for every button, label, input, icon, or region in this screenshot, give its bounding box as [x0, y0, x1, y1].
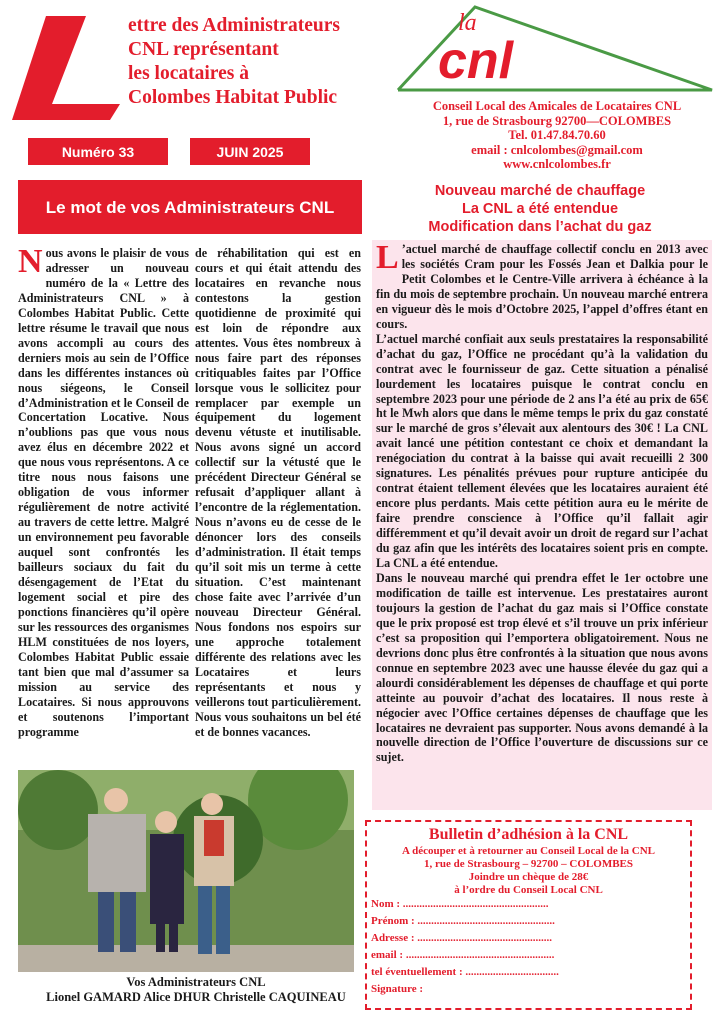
form-field-email[interactable]: email : ...................................................... [371, 949, 555, 961]
email-link[interactable]: email : cnlcolombes@gmail.com [471, 142, 643, 157]
article-paragraph-3: Dans le nouveau marché qui prendra effet le 1er octobre une modification de taille est intervenue. Les prestataires auront toujours la gestion de l’achat du gaz mais si l’Office constate que le prix proposé est trop élevé et s’il trouve un prix inférieur c’est sa proposition qui l’emportera obligatoirement. Nous ne devrions donc plus être confrontés à la situation que nous avons connue en septembre 2023 avec une hausse élevée du gaz qui a alourdi considérablement les dépenses de chauffage et qui porte atteinte au pouvoir d’achat des locataires. Il nous reste à négocier avec l’Office certaines dépenses de chauffage que les locataires ne devraient pas supporter. Nous avons demandé à la nouvelle direction de l’Office l’ouverture de discussions sur ce sujet. [376, 570, 708, 765]
administrators-photo [18, 770, 354, 972]
form-field-prenom[interactable]: Prénom : .................................................. [371, 915, 555, 927]
form-field-signature[interactable]: Signature : [371, 983, 424, 995]
issue-date-badge: JUIN 2025 [190, 138, 310, 165]
membership-form-title: Bulletin d’adhésion à la CNL [428, 826, 629, 843]
membership-form-fields [371, 896, 686, 998]
article-dropcap: L [376, 239, 399, 276]
issue-number-badge: Numéro 33 [28, 138, 168, 165]
photo-caption: Vos Administrateurs CNL Lionel GAMARD Alice DHUR Christelle CAQUINEAU [46, 975, 346, 1004]
article-paragraph-2: L’actuel marché confiait aux seuls prestataires la responsabilité d’achat du gaz, l’Office ne procédant qu’à la validation du contrat avec le fournisseur de gaz. Cette situation a pénalisé lourdement les locataires puisque le contrat conclu en septembre 2023 pour une période de 2 ans l’a été au prix de 65€ ht le Mwh alors que dans le même temps le prix du gaz constaté sur le marché de gros s’élevait aux alentours des 30€ ! La CNL avait lancé une pétition contestant ce choix et demandant la renégociation du contrat à la baisse qui avait recueilli 2 300 signatures. Les pénalités prévues pour rupture anticipée du contrat étaient tellement élevées que les locataires auraient été encore plus perdants. Mais cette pétition aura eu le mérite de faire prendre conscience à l’Office qu’il fallait agir différemment et qu’il devait avoir un droit de regard sur l’achat du gaz afin que les intérêts des locataires soient pris en compte. La CNL a été entendue. [376, 331, 708, 571]
heating-article-title: Nouveau marché de chauffage La CNL a été entendue Modification dans l’achat du gaz [428, 183, 652, 235]
admin-column-2: de réhabilitation qui est en cours et qui était attendu des locataires en revanche nous contestons la gestion quotidienne de proximité qui est loin de répondre aux attentes. Vous êtes nombreux à nous faire part des réponses critiquables faites par l’Office lorsque vous le sollicitez pour remplacer par exemple un équipement du logement devenu vétuste et inutilisable. Nous avons signé un accord collectif sur la vétusté que le précédent Directeur Général se refusait d’appliquer allant à l’encontre de la réglementation. Nous n’avons eu de cesse de le dénoncer lors des conseils d’administration. Il était temps qu’il soit mis un terme à cette situation. C’est maintenant chose faite avec l’arrivée d’un nouveau Directeur Général. Nous fondons nos espoirs sur une approche totalement différente des relations avec les Locataires et leurs représentants et nous y veillerons tout particulièrement. Nous vous souhaitons un bel été et de bonnes vacances. [195, 246, 361, 739]
cnl-logo [390, 2, 720, 98]
article-paragraph-1: L ’actuel marché de chauffage collectif conclu en 2013 avec les sociétés Cram pour les Fossés Jean et Dalkia pour le Petit Colombes et le Centre-Ville arrivera à échéance à la fin du mois de septembre prochain. Un nouveau marché entrera en vigueur dès le mois d’Octobre 2025, l’appel d’offres étant en cours. [376, 239, 708, 331]
form-field-tel[interactable]: tel éventuellement : .................................. [371, 966, 559, 978]
admin-section-title: Le mot de vos Administrateurs CNL [18, 180, 362, 234]
drop-letter-l [8, 12, 138, 124]
website-link[interactable]: www.cnlcolombes.fr [503, 157, 611, 172]
form-field-adresse[interactable]: Adresse : ................................................. [371, 932, 552, 944]
admin-column-1: Nous avons le plaisir de vous adresser un nouveau numéro de la « Lettre des Administrateurs CNL » à Colombes Habitat Public. Cette lettre résume le travail que nous avons accompli au cours des derniers mois au sein de l’Office dans les différentes instances où nous siégeons, le Conseil d’Administration et le Conseil de Concertation Locative. Nous n’oublions pas que vous nous avez élus en décembre 2022 et que nous vous représentons. A ce titre nous nous faisons une obligation de vous informer régulièrement de notre activité au travers de cette lettre. Malgré un environnement peu favorable auquel sont confrontés les bailleurs sociaux du fait du désengagement de l’Etat du logement social et pire des ponctions financières qu’il opère sur les ressources des organismes HLM constituées de nos loyers, Colombes Habitat Public essaie tant bien que mal d’assumer sa mission au service des Locataires. Si nous approuvons et soutenons l’important programme [18, 243, 189, 739]
heating-article-body [376, 239, 708, 765]
admin-dropcap: N [18, 243, 43, 280]
masthead-title: ettre des Administrateurs CNL représentant les locataires à Colombes Habitat Public [128, 15, 340, 108]
form-field-nom[interactable]: Nom : ..................................................... [371, 898, 549, 910]
logo-cnl: cnl [438, 32, 514, 90]
organization-contact: Conseil Local des Amicales de Locataires CNL 1, rue de Strasbourg 92700—COLOMBES Tel. 01.47.84.70.60 email : cnlcolombes@gmail.com www.cnlcolombes.fr [392, 99, 722, 172]
logo-la: la [458, 10, 477, 36]
membership-form-instructions: A découper et à retourner au Conseil Local de la CNL 1, rue de Strasbourg – 92700 – COLOMBES Joindre un chèque de 28€ à l’ordre du Conseil Local CNL [402, 845, 655, 896]
